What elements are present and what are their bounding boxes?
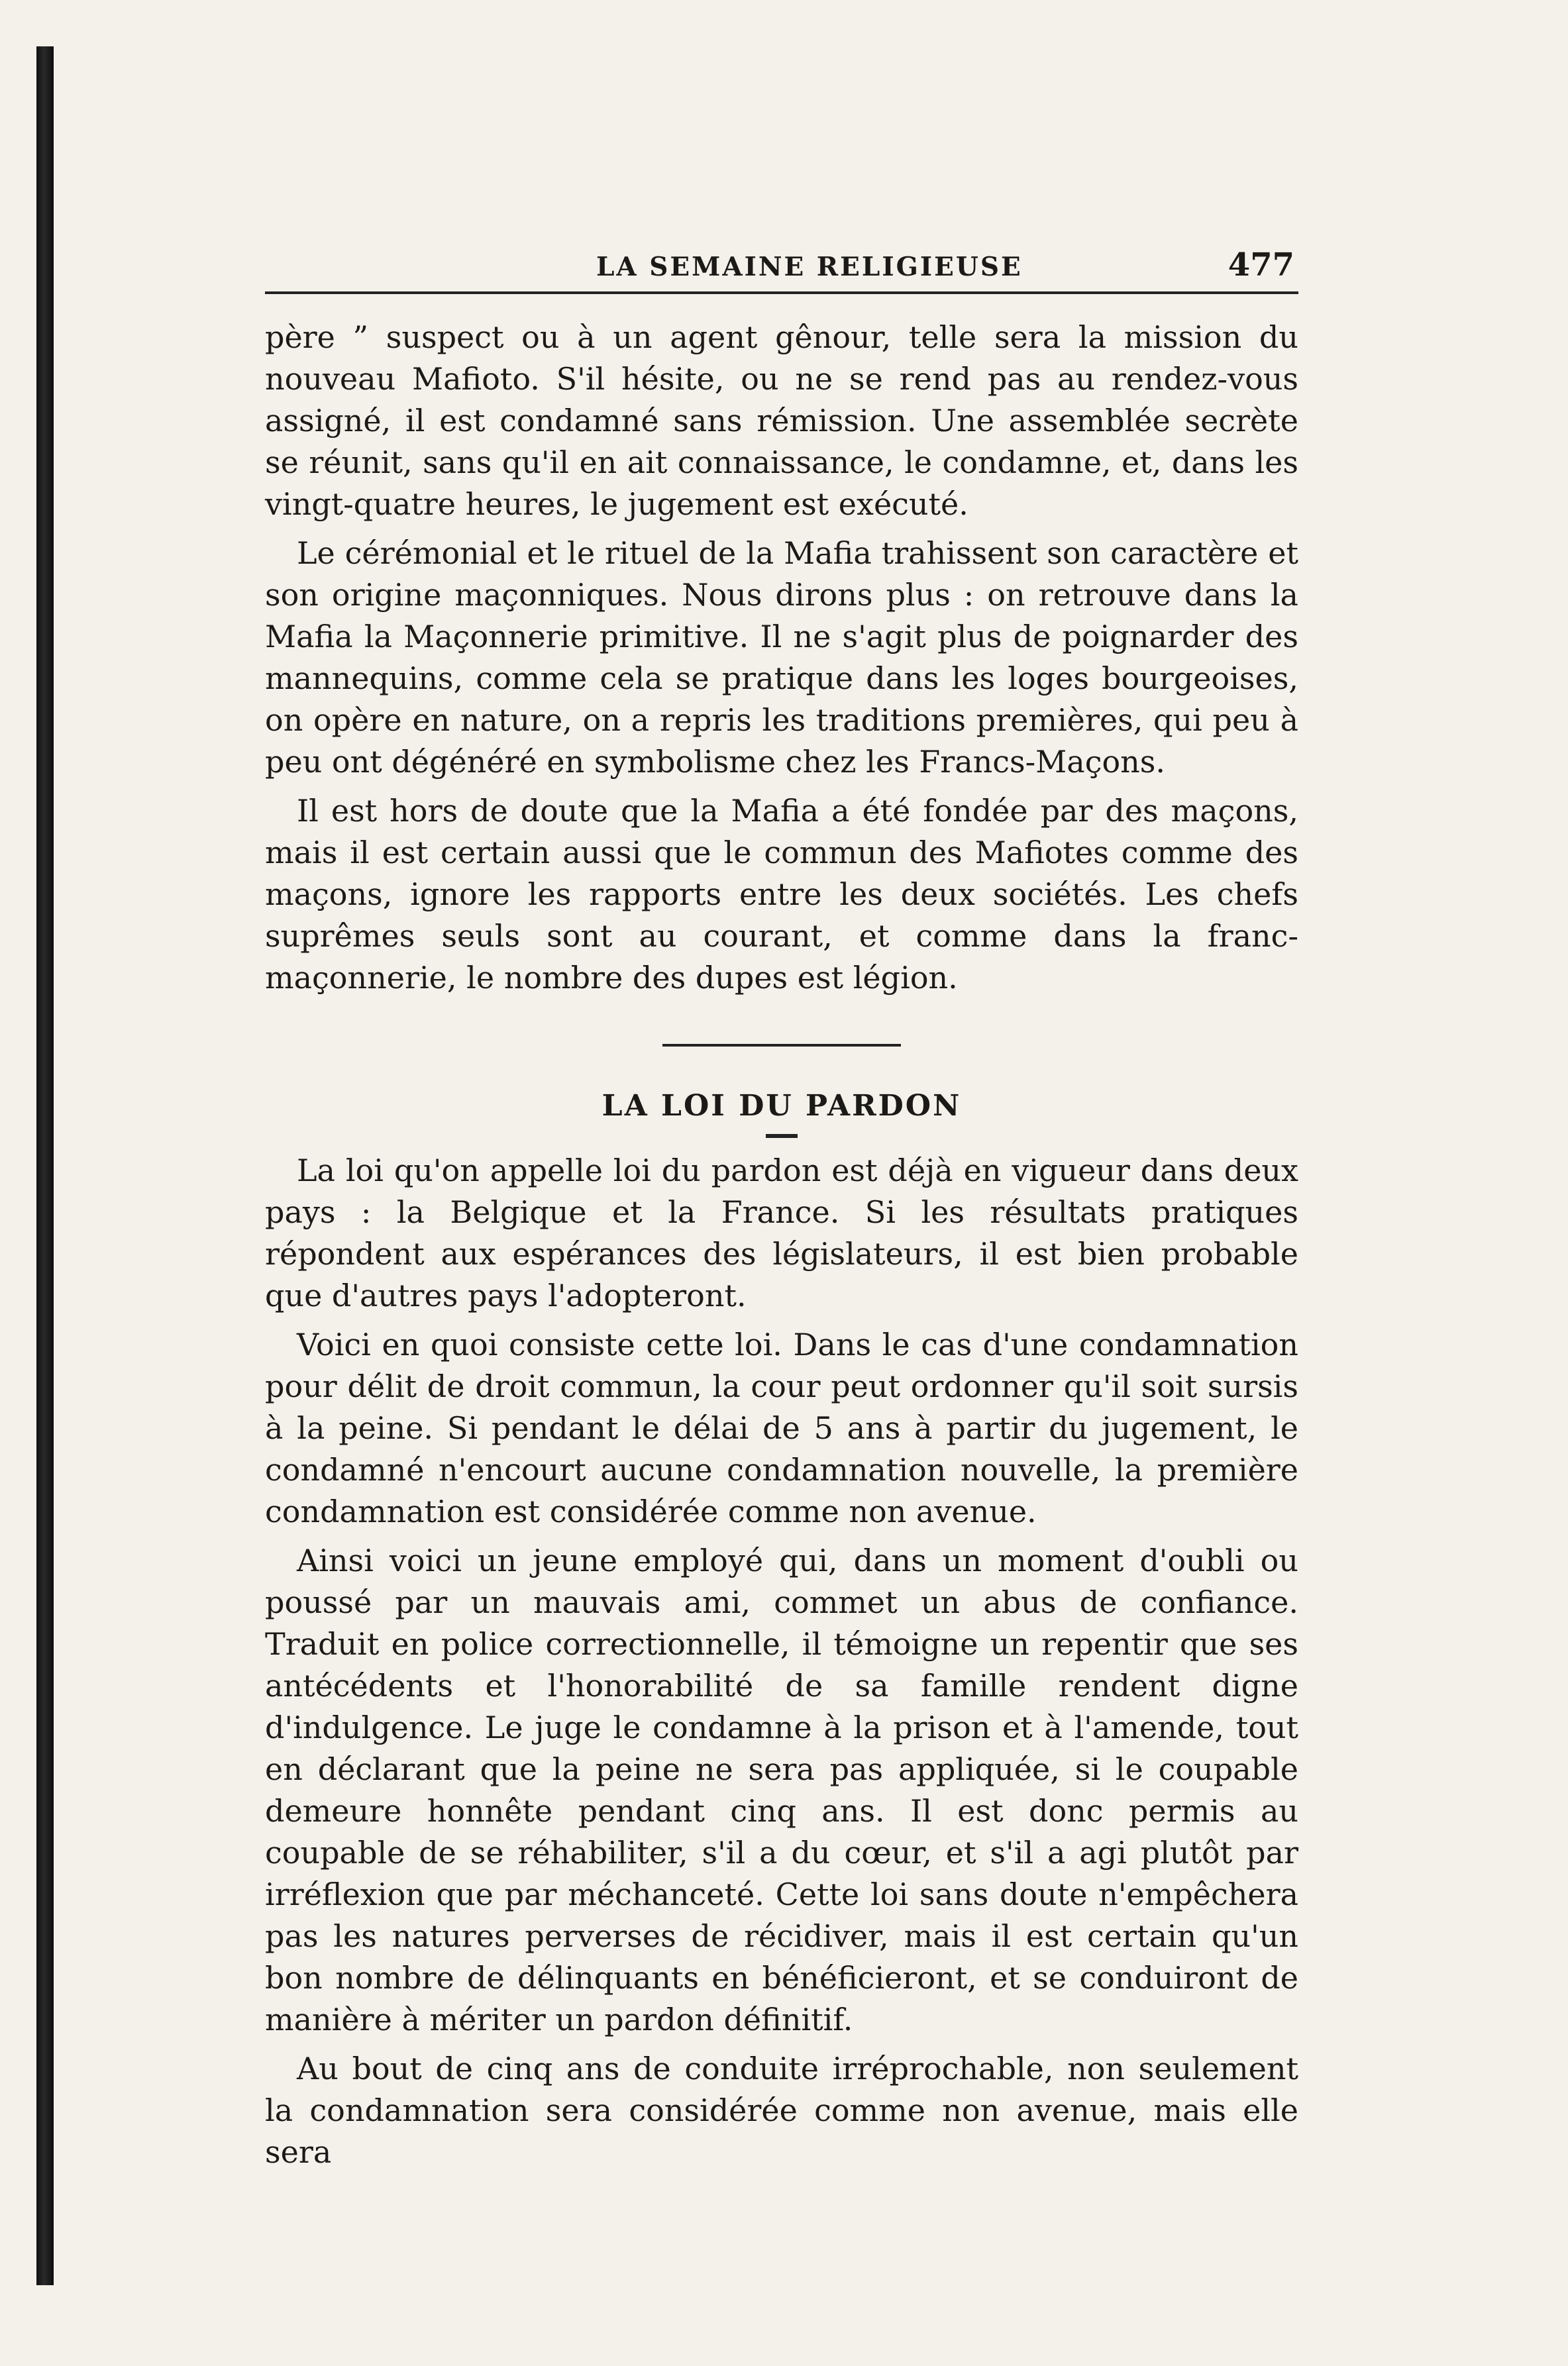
section-separator xyxy=(662,1044,901,1047)
running-header xyxy=(265,246,1298,293)
paragraph: Il est hors de doute que la Mafia a été fondée par des maçons, mais il est certain aussi que le commun des Mafiotes comme des maçons, ignore les rapports entre les deux sociétés. Les chefs suprêmes seuls sont au courant, et comme dans la franc-maçonnerie, le nombre des dupes est légion. xyxy=(265,793,1298,996)
paragraph: Ainsi voici un jeune employé qui, dans un moment d'oubli ou poussé par un mauvais ami, commet un abus de confiance. Traduit en police correctionnelle, il témoigne un repentir que ses antécédents et l'honorabilité de sa famille rendent digne d'indulgence. Le juge le condamne à la prison et à l'amende, tout en déclarant que la peine ne sera pas appliquée, si le coupable demeure honnête pendant cinq ans. Il est donc permis au coupable de se réhabiliter, s'il a du cœur, et s'il a agi plutôt par irréflexion que par méchanceté. Cette loi sans doute n'empêchera pas les natures perverses de récidiver, mais il est certain qu'un bon nombre de délinquants en bénéficieront, et se conduiront de manière à mériter un pardon définitif. xyxy=(265,1543,1298,2037)
paragraph: père ” suspect ou à un agent gênour, telle sera la mission du nouveau Mafioto. S'il hésite, ou ne se rend pas au rendez-vous assigné, il est condamné sans rémission. Une assemblée secrète se réunit, sans qu'il en ait connaissance, le condamne, et, dans les vingt-quatre heures, le jugement est exécuté. xyxy=(265,319,1298,522)
page-number: 477 xyxy=(1228,246,1294,283)
header-rule xyxy=(265,291,1298,294)
paragraph: Voici en quoi consiste cette loi. Dans le cas d'une condamnation pour délit de droit commun, la cour peut ordonner qu'il soit sursis à la peine. Si pendant le délai de 5 ans à partir du jugement, le condamné n'encourt aucune condamnation nouvelle, la première condamnation est considérée comme non avenue. xyxy=(265,1327,1298,1529)
section-title: LA LOI DU PARDON xyxy=(601,1089,962,1123)
body-text xyxy=(265,317,1298,2181)
book-binding-edge xyxy=(36,46,54,2285)
paragraph: Au bout de cinq ans de conduite irréprochable, non seulement la condamnation sera considérée comme non avenue, mais elle sera xyxy=(265,2051,1298,2170)
paragraph: La loi qu'on appelle loi du pardon est déjà en vigueur dans deux pays : la Belgique et la France. Si les résultats pratiques répondent aux espérances des législateurs, il est bien probable que d'autres pays l'adopteront. xyxy=(265,1153,1298,1313)
running-title: LA SEMAINE RELIGIEUSE xyxy=(596,252,1023,282)
title-dash xyxy=(766,1134,798,1138)
paragraph: Le cérémonial et le rituel de la Mafia trahissent son caractère et son origine maçonniques. Nous dirons plus : on retrouve dans la Mafia la Maçonnerie primitive. Il ne s'agit plus de poignarder des mannequins, comme cela se pratique dans les loges bourgeoises, on opère en nature, on a repris les traditions premières, qui peu à peu ont dégénéré en symbolisme chez les Francs-Maçons. xyxy=(265,535,1298,780)
